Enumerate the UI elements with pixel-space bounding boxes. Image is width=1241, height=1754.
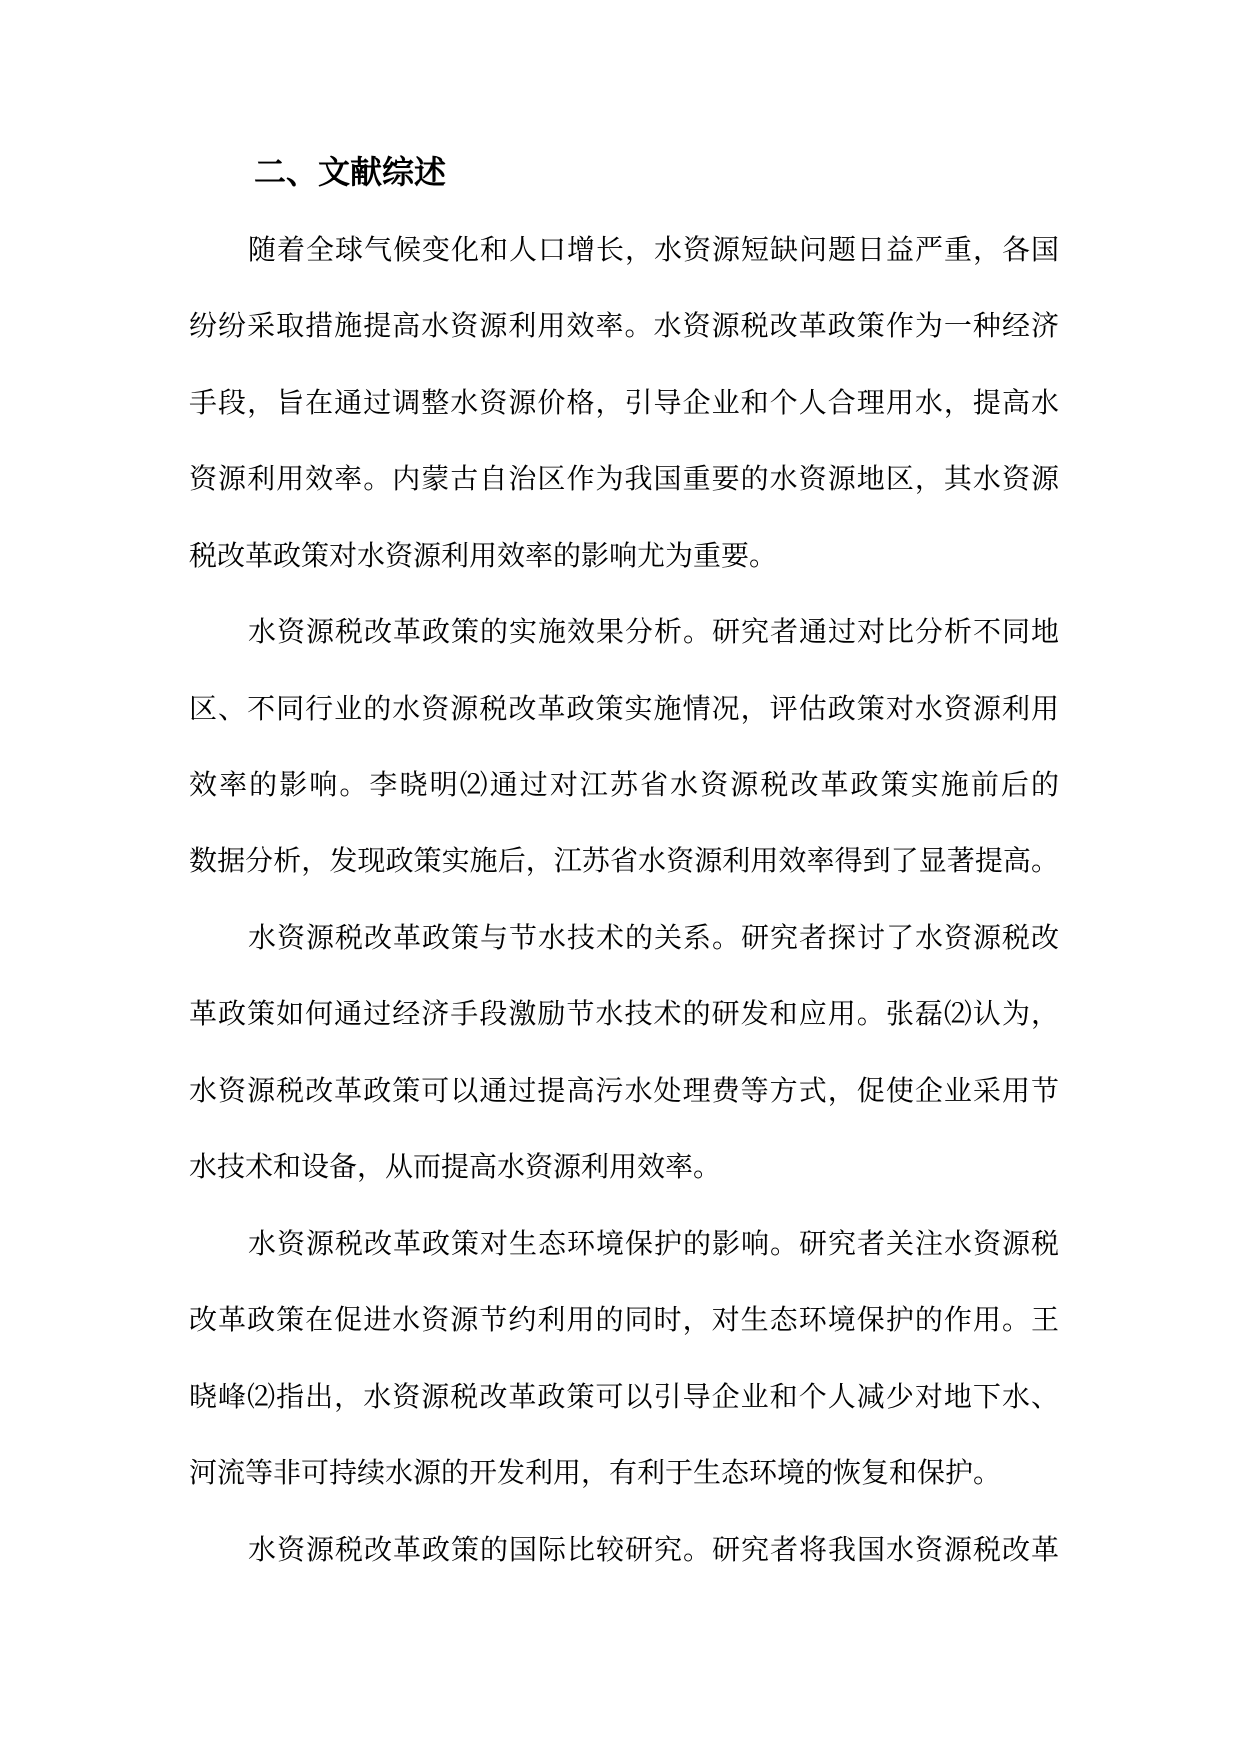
paragraph-5-line-1: 水资源税改革政策的国际比较研究。研究者将我国水资源税改革 [248,1533,1059,1566]
paragraph-4-line-3: 晓峰⑵指出，水资源税改革政策可以引导企业和个人减少对地下水、 [189,1380,1059,1413]
section-heading: 二、文献综述 [254,153,447,191]
paragraph-2-line-3: 效率的影响。李晓明⑵通过对江苏省水资源税改革政策实施前后的 [189,768,1059,801]
paragraph-2-line-2: 区、不同行业的水资源税改革政策实施情况，评估政策对水资源利用 [189,692,1059,725]
paragraph-1-line-5: 税改革政策对水资源利用效率的影响尤为重要。 [189,539,778,572]
paragraph-3-line-1: 水资源税改革政策与节水技术的关系。研究者探讨了水资源税改 [248,921,1059,954]
paragraph-4-line-4: 河流等非可持续水源的开发利用，有利于生态环境的恢复和保护。 [189,1456,1002,1489]
paragraph-1-line-2: 纷纷采取措施提高水资源利用效率。水资源税改革政策作为一种经济 [189,309,1059,342]
paragraph-1-line-1: 随着全球气候变化和人口增长，水资源短缺问题日益严重，各国 [248,233,1059,266]
paragraph-3-line-2: 革政策如何通过经济手段激励节水技术的研发和应用。张磊⑵认为， [189,997,1059,1030]
paragraph-2-line-1: 水资源税改革政策的实施效果分析。研究者通过对比分析不同地 [248,615,1059,648]
paragraph-4-line-1: 水资源税改革政策对生态环境保护的影响。研究者关注水资源税 [248,1227,1059,1260]
paragraph-1-line-4: 资源利用效率。内蒙古自治区作为我国重要的水资源地区，其水资源 [189,462,1059,495]
paragraph-3-line-3: 水资源税改革政策可以通过提高污水处理费等方式，促使企业采用节 [189,1074,1059,1107]
paragraph-2-line-4: 数据分析，发现政策实施后，江苏省水资源利用效率得到了显著提高。 [189,844,1059,877]
paragraph-3-line-4: 水技术和设备，从而提高水资源利用效率。 [189,1150,722,1183]
paragraph-1-line-3: 手段，旨在通过调整水资源价格，引导企业和个人合理用水，提高水 [189,386,1059,419]
paragraph-4-line-2: 改革政策在促进水资源节约利用的同时，对生态环境保护的作用。王 [189,1303,1059,1336]
